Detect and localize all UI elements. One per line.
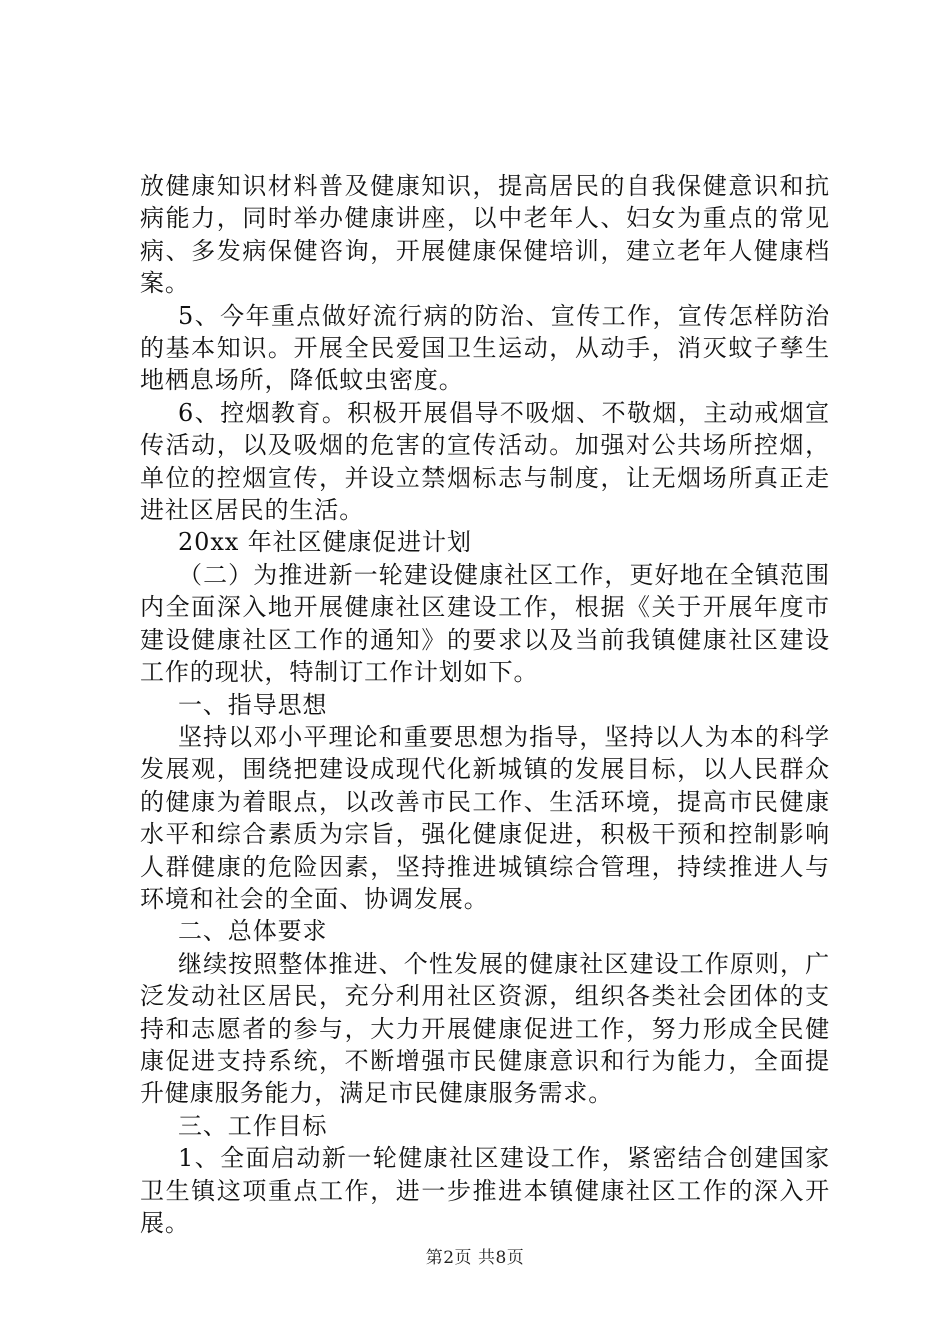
heading-guiding-thought: 一、指导思想 — [178, 690, 328, 719]
paragraph-item-6: 6、控烟教育。积极开展倡导不吸烟、不敬烟，主动戒烟宣传活动，以及吸烟的危害的宣传活动。加强对公共场所控烟，单位的控烟宣传，并设立禁烟标志与制度，让无烟场所真正走进社区居民的生活。 — [140, 398, 830, 525]
paragraph-intro: （二）为推进新一轮建设健康社区工作，更好地在全镇范围内全面深入地开展健康社区建设工作，根据《关于开展年度市建设健康社区工作的通知》的要求以及当前我镇健康社区建设工作的现状，特制订工作计划如下。 — [140, 560, 830, 687]
heading-work-goals: 三、工作目标 — [178, 1111, 328, 1140]
paragraph-general-requirements: 继续按照整体推进、个性发展的健康社区建设工作原则，广泛发动社区居民，充分利用社区资源，组织各类社会团体的支持和志愿者的参与，大力开展健康促进工作，努力形成全民健康促进支持系统，不断增强市民健康意识和行为能力，全面提升健康服务能力，满足市民健康服务需求。 — [140, 949, 830, 1108]
section-title: 20xx 年社区健康促进计划 — [178, 528, 472, 557]
heading-general-requirements: 二、总体要求 — [178, 917, 328, 946]
page-footer — [0, 1243, 950, 1268]
paragraph-guiding-thought: 坚持以邓小平理论和重要思想为指导，坚持以人为本的科学发展观，围绕把建设成现代化新城镇的发展目标，以人民群众的健康为着眼点，以改善市民工作、生活环境，提高市民健康水平和综合素质为宗旨，强化健康促进，积极干预和控制影响人群健康的危险因素，坚持推进城镇综合管理，持续推进人与环境和社会的全面、协调发展。 — [140, 722, 830, 913]
paragraph-continuation: 放健康知识材料普及健康知识，提高居民的自我保健意识和抗病能力，同时举办健康讲座，以中老年人、妇女为重点的常见病、多发病保健咨询，开展健康保健培训，建立老年人健康档案。 — [140, 172, 830, 298]
paragraph-item-5: 5、今年重点做好流行病的防治、宣传工作，宣传怎样防治的基本知识。开展全民爱国卫生运动，从动手，消灭蚊子孳生地栖息场所，降低蚊虫密度。 — [140, 301, 830, 395]
page-number-label: 第2页 共8页 — [425, 1248, 525, 1268]
paragraph-work-goal-1: 1、全面启动新一轮健康社区建设工作，紧密结合创建国家卫生镇这项重点工作，进一步推进本镇健康社区工作的深入开展。 — [140, 1144, 830, 1237]
document-body — [140, 170, 830, 1239]
